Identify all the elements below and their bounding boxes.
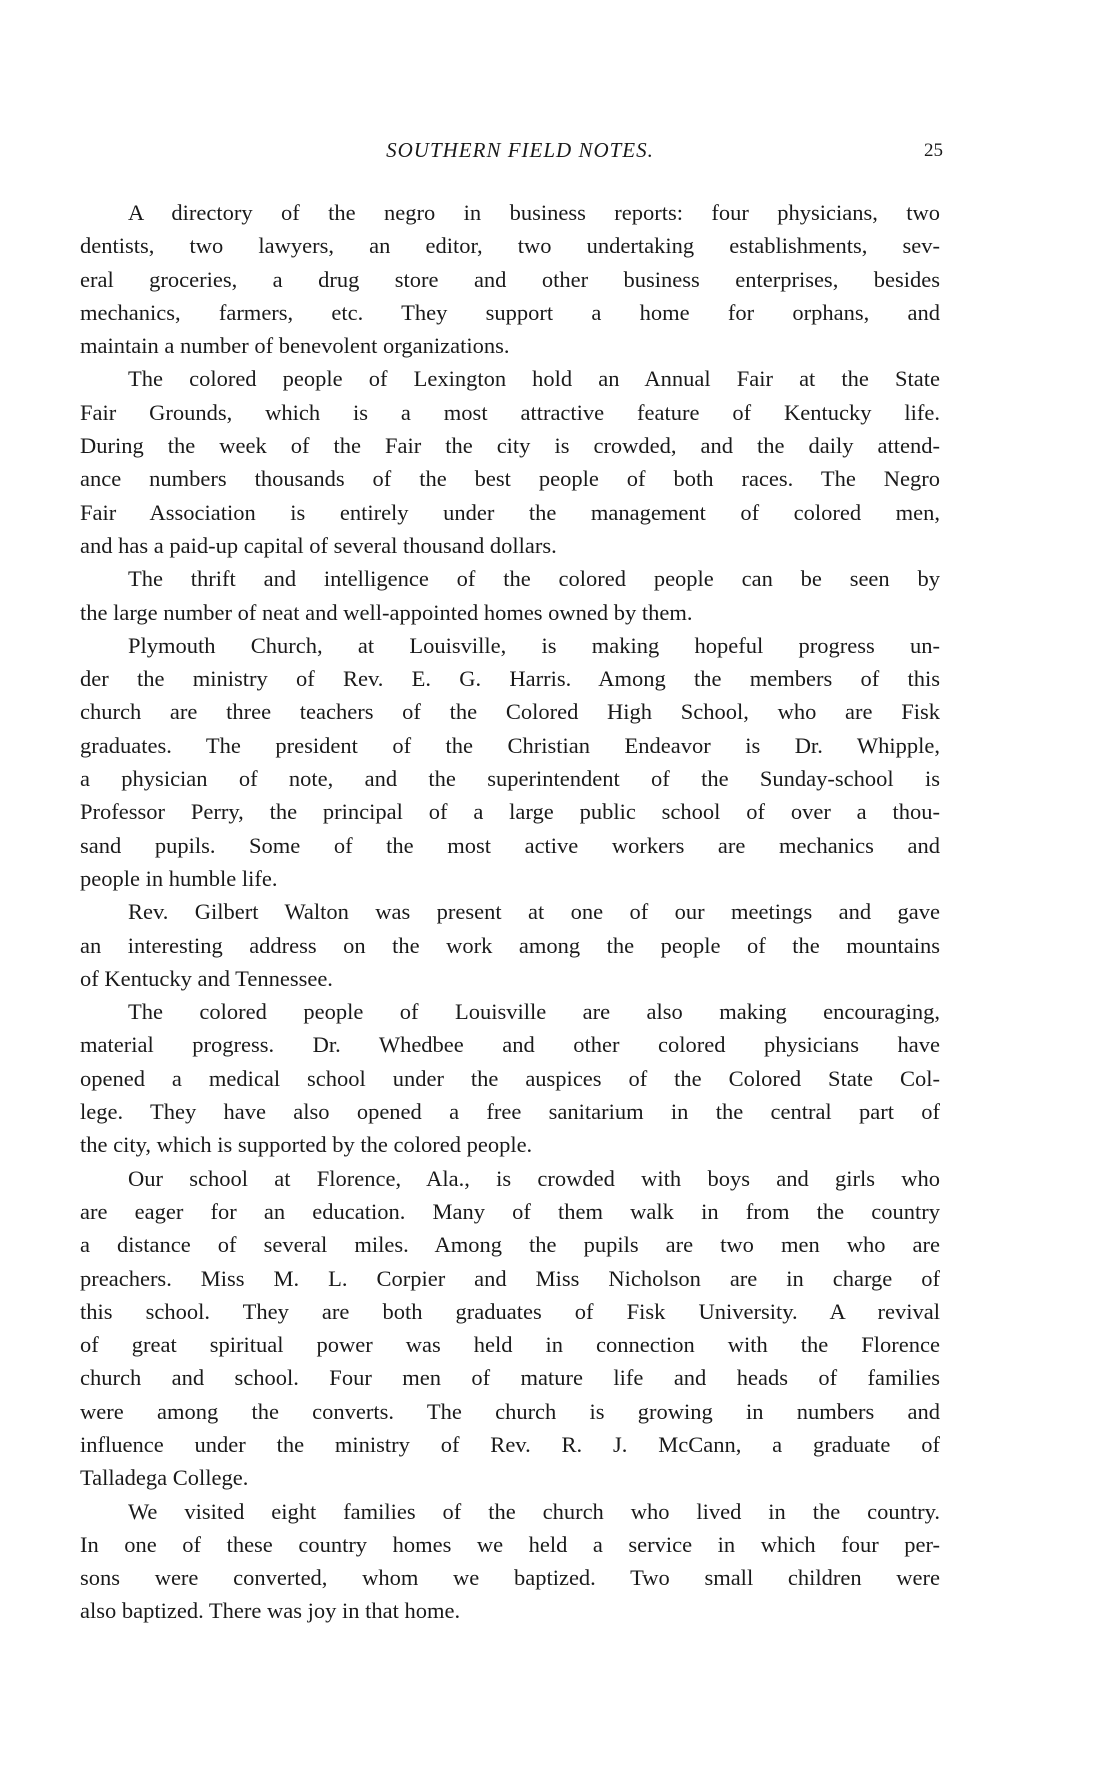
text-line: In one of these country homes we held a service in which four per- bbox=[80, 1531, 940, 1557]
text-line: eral groceries, a drug store and other business enterprises, besides bbox=[80, 266, 940, 292]
text-line: a physician of note, and the superintendent of the Sunday-school is bbox=[80, 766, 940, 792]
text-line: sons were converted, whom we baptized. Two small children were bbox=[80, 1565, 940, 1591]
text-line: were among the converts. The church is growing in numbers and bbox=[80, 1398, 940, 1424]
text-line: ance numbers thousands of the best people of both races. The Negro bbox=[80, 466, 940, 492]
paragraph bbox=[80, 895, 940, 995]
text-line: graduates. The president of the Christian Endeavor is Dr. Whipple, bbox=[80, 732, 940, 758]
text-line: The colored people of Louisville are also making encouraging, bbox=[128, 999, 940, 1025]
text-line: lege. They have also opened a free sanitarium in the central part of bbox=[80, 1099, 940, 1125]
page-number: 25 bbox=[924, 140, 943, 161]
paragraph bbox=[80, 1495, 940, 1628]
text-line: Professor Perry, the principal of a large public school of over a thou- bbox=[80, 799, 940, 825]
paragraph bbox=[80, 562, 940, 629]
text-line: A directory of the negro in business reports: four physicians, two bbox=[128, 200, 940, 225]
text-line: influence under the ministry of Rev. R. J. McCann, a graduate of bbox=[80, 1431, 940, 1457]
text-line: sand pupils. Some of the most active workers are mechanics and bbox=[80, 832, 940, 858]
text-line: The colored people of Lexington hold an Annual Fair at the State bbox=[128, 366, 940, 392]
text-line: this school. They are both graduates of Fisk University. A revival bbox=[80, 1298, 940, 1324]
text-line: maintain a number of benevolent organizations. bbox=[80, 333, 510, 359]
text-line: church and school. Four men of mature life and heads of families bbox=[80, 1365, 940, 1391]
text-line: preachers. Miss M. L. Corpier and Miss Nicholson are in charge of bbox=[80, 1265, 940, 1291]
running-title: SOUTHERN FIELD NOTES. bbox=[386, 138, 654, 162]
text-line: of great spiritual power was held in connection with the Florence bbox=[80, 1332, 940, 1358]
text-line: a distance of several miles. Among the pupils are two men who are bbox=[80, 1232, 940, 1258]
text-line: We visited eight families of the church who lived in the country. bbox=[128, 1498, 940, 1524]
text-line: opened a medical school under the auspices of the Colored State Col- bbox=[80, 1065, 940, 1091]
text-line: Fair Association is entirely under the management of colored men, bbox=[80, 499, 940, 525]
text-line: also baptized. There was joy in that home. bbox=[80, 1598, 461, 1624]
text-line: Fair Grounds, which is a most attractive feature of Kentucky life. bbox=[80, 399, 940, 425]
text-line: an interesting address on the work among the people of the mountains bbox=[80, 932, 940, 958]
text-line: Plymouth Church, at Louisville, is making hopeful progress un- bbox=[128, 632, 940, 658]
text-line: der the ministry of Rev. E. G. Harris. Among the members of this bbox=[80, 666, 940, 692]
text-line: Our school at Florence, Ala., is crowded with boys and girls who bbox=[128, 1165, 940, 1191]
paragraph bbox=[80, 362, 940, 562]
text-line: are eager for an education. Many of them walk in from the country bbox=[80, 1198, 940, 1224]
paragraph bbox=[80, 196, 940, 362]
text-line: the city, which is supported by the colored people. bbox=[80, 1132, 533, 1158]
text-line: material progress. Dr. Whedbee and other colored physicians have bbox=[80, 1032, 940, 1058]
paragraph bbox=[80, 629, 940, 895]
text-line: Rev. Gilbert Walton was present at one of our meetings and gave bbox=[128, 899, 940, 925]
text-line: of Kentucky and Tennessee. bbox=[80, 965, 333, 991]
text-line: the large number of neat and well-appointed homes owned by them. bbox=[80, 599, 693, 625]
text-line: people in humble life. bbox=[80, 865, 278, 891]
text-line: Talladega College. bbox=[80, 1465, 249, 1491]
text-line: dentists, two lawyers, an editor, two undertaking establishments, sev- bbox=[80, 233, 940, 259]
text-line: and has a paid-up capital of several thousand dollars. bbox=[80, 532, 557, 558]
paragraph bbox=[80, 995, 940, 1161]
text-line: During the week of the Fair the city is crowded, and the daily attend- bbox=[80, 433, 940, 459]
text-line: mechanics, farmers, etc. They support a home for orphans, and bbox=[80, 299, 940, 325]
page-body bbox=[80, 196, 940, 1628]
paragraph bbox=[80, 1162, 940, 1495]
text-line: church are three teachers of the Colored High School, who are Fisk bbox=[80, 699, 940, 725]
text-line: The thrift and intelligence of the colored people can be seen by bbox=[128, 566, 940, 592]
